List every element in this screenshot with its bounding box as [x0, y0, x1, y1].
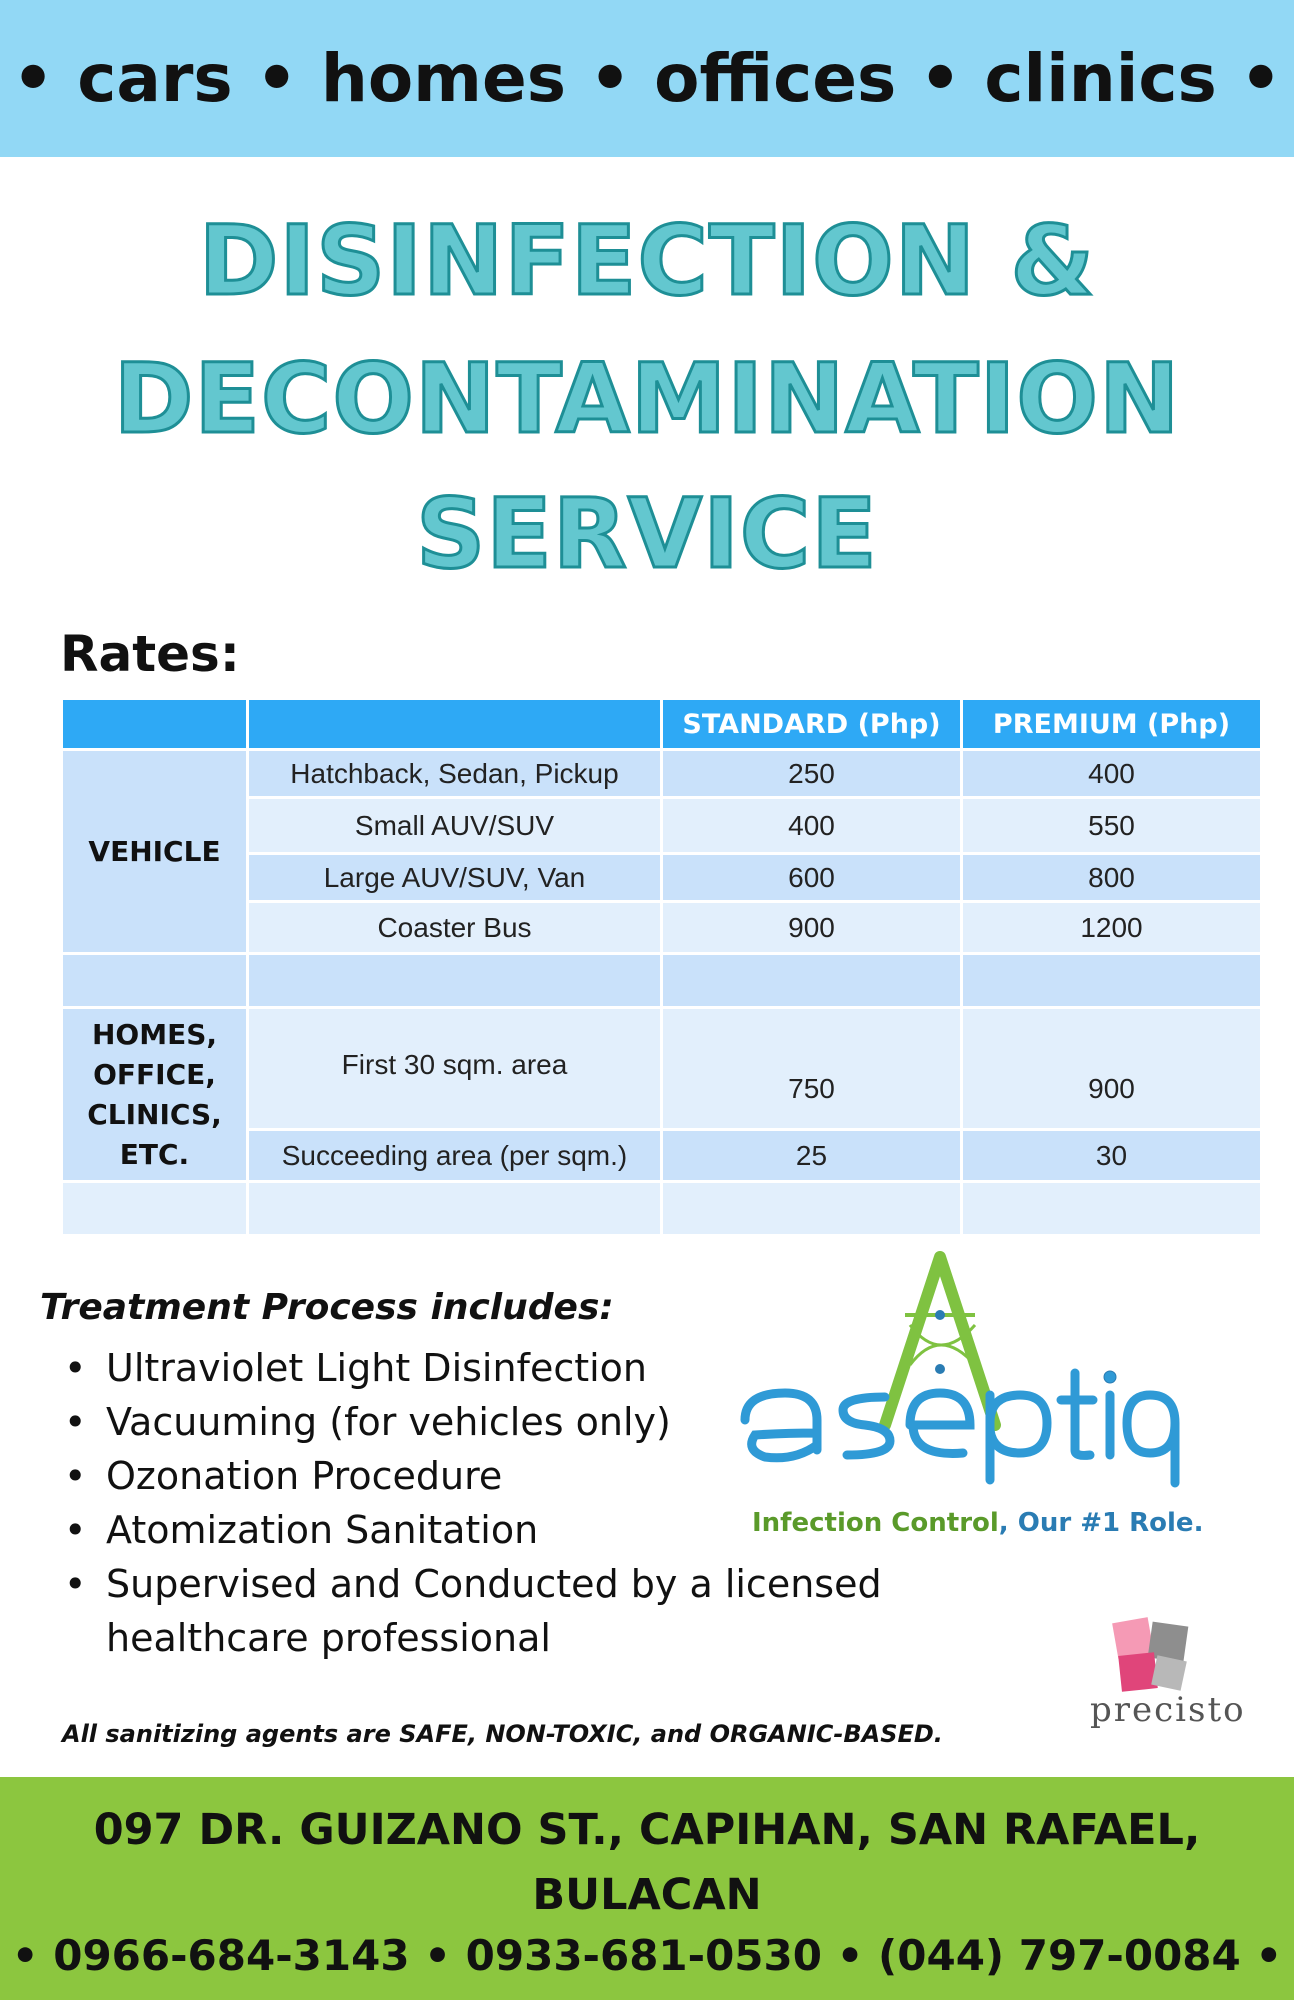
category-line: OFFICE,: [93, 1057, 216, 1091]
list-item: • Ultraviolet Light Disinfection: [64, 1346, 647, 1390]
header-cell-category: [62, 699, 248, 750]
list-item-text: Atomization Sanitation: [106, 1508, 539, 1552]
precisto-wordmark: precisto: [1090, 1690, 1246, 1730]
standard-price-cell: 25: [662, 1130, 962, 1182]
tagline-part-1: Infection Control: [752, 1508, 999, 1538]
rates-label: Rates:: [60, 625, 240, 683]
standard-price-cell: 900: [662, 902, 962, 954]
empty-row: [62, 954, 1262, 1008]
header-cell-premium: PREMIUM (Php): [962, 699, 1262, 750]
category-line: CLINICS,: [87, 1097, 222, 1131]
premium-price-cell: 1200: [962, 902, 1262, 954]
list-item: • Atomization Sanitation: [64, 1508, 539, 1552]
standard-price-cell: 400: [662, 798, 962, 854]
phone-numbers: • 0966-684-3143 • 0933-681-0530 • (044) 797-0084 •: [11, 1931, 1283, 1980]
headline-line-3: SERVICE: [416, 478, 878, 590]
item-cell: Succeeding area (per sqm.): [248, 1130, 662, 1182]
list-item: • Ozonation Procedure: [64, 1454, 503, 1498]
list-item: • Supervised and Conducted by a licensed healthcare professional: [64, 1562, 882, 1660]
safety-note: All sanitizing agents are SAFE, NON-TOXIC, and ORGANIC-BASED.: [62, 1720, 943, 1748]
top-banner: [0, 0, 1294, 157]
premium-price-cell: 550: [962, 798, 1262, 854]
category-homes: [62, 1008, 248, 1182]
table-row: [62, 750, 1262, 798]
item-cell: First 30 sqm. area: [248, 1008, 662, 1130]
treatment-title: Treatment Process includes:: [40, 1287, 614, 1328]
header-cell-item: [248, 699, 662, 750]
address-line-1: 097 DR. GUIZANO ST., CAPIHAN, SAN RAFAEL,: [93, 1805, 1201, 1855]
rates-table: [60, 697, 1263, 1237]
item-cell: Hatchback, Sedan, Pickup: [248, 750, 662, 798]
list-item-text: Vacuuming (for vehicles only): [106, 1400, 671, 1444]
headline-line-1: DISINFECTION &: [198, 205, 1096, 317]
table-row: [62, 1008, 1262, 1130]
headline-line-2: DECONTAMINATION: [113, 343, 1181, 455]
item-cell: Small AUV/SUV: [248, 798, 662, 854]
empty-row: [62, 1182, 1262, 1236]
premium-price-cell: 900: [962, 1008, 1262, 1130]
list-item-text: Ozonation Procedure: [106, 1454, 503, 1498]
list-item-text: Supervised and Conducted by a licensed healthcare professional: [106, 1562, 882, 1660]
standard-price-cell: 600: [662, 854, 962, 902]
logo-tagline: [752, 1508, 1203, 1538]
premium-price-cell: 400: [962, 750, 1262, 798]
table-header-row: [62, 699, 1262, 750]
category-line: ETC.: [119, 1137, 190, 1171]
premium-price-cell: 800: [962, 854, 1262, 902]
premium-price-cell: 30: [962, 1130, 1262, 1182]
standard-price-cell: 250: [662, 750, 962, 798]
item-cell: Coaster Bus: [248, 902, 662, 954]
top-banner-text: • cars • homes • offices • clinics •: [12, 40, 1282, 117]
tagline-part-2: , Our #1 Role.: [998, 1508, 1204, 1538]
category-line: HOMES,: [91, 1017, 218, 1051]
list-item: • Vacuuming (for vehicles only): [64, 1400, 671, 1444]
item-cell: Large AUV/SUV, Van: [248, 854, 662, 902]
standard-price-cell: 750: [662, 1008, 962, 1130]
aseptiq-logo: [725, 1245, 1205, 1545]
category-vehicle: VEHICLE: [62, 750, 248, 954]
address-line-2: BULACAN: [532, 1870, 762, 1920]
list-item-text: Ultraviolet Light Disinfection: [106, 1346, 647, 1390]
header-cell-standard: STANDARD (Php): [662, 699, 962, 750]
